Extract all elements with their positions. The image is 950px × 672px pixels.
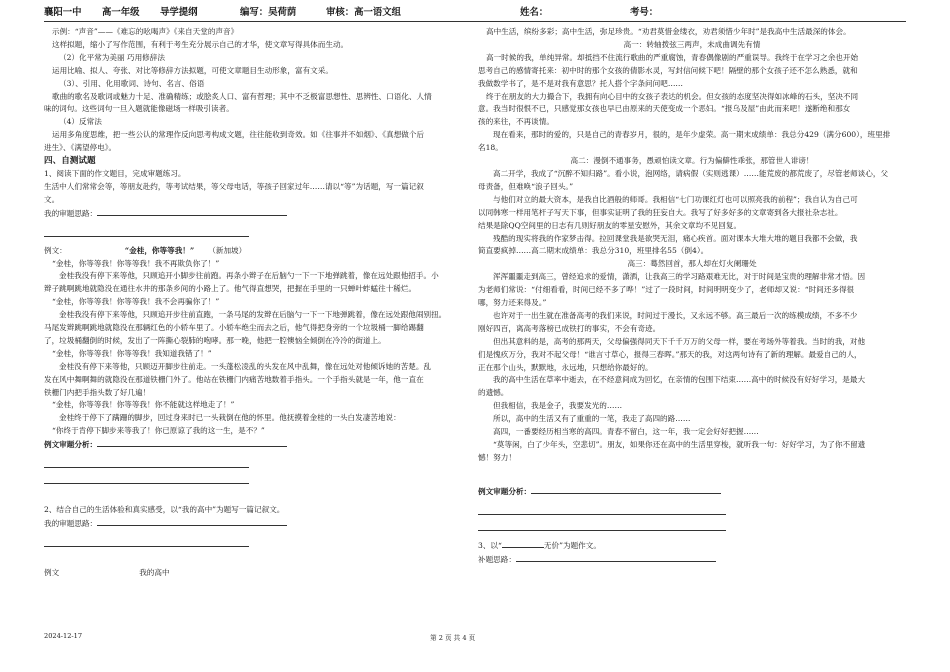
left-column: [44, 26, 462, 580]
text-line: 的遗憾。: [478, 388, 509, 398]
text-line: “你终于肯停下脚步来等我了！你已原谅了我的这一生，是不？”: [52, 426, 265, 436]
text-line: 现在看来，那时的爱的，只是自己的青春岁月，很的，是年少虚荣。高一期末成绩单：我总分429（满分600），班里排: [493, 130, 891, 140]
answer-blank[interactable]: [97, 207, 287, 216]
text-line: 正在那个山头，默默地，永远地，只想给你最好的。: [478, 362, 653, 372]
header-rule: [44, 21, 906, 22]
reviewer-label: 审核：高一语文组: [326, 7, 402, 18]
example2-header: [44, 567, 462, 580]
text-line: （4）反常法: [59, 117, 102, 127]
answer-rule[interactable]: [44, 452, 249, 468]
text-line: 憾！努力！: [478, 452, 516, 462]
text-line: 示例：“声音”——《难忘的吆喝声》《来自天堂的声音》: [52, 27, 239, 36]
analysis-line: [44, 438, 462, 452]
section-heading: 四、自测试题: [44, 156, 96, 167]
question-2: 2、结合自己的生活体验和真实感受，以“我的高中”为题写一篇记叙文。: [44, 505, 285, 515]
name-label: 姓名：: [520, 7, 549, 18]
text-line: 们是愧疚万分，我对不起父母！“谁言寸草心，报得三春晖。”那天的我，对这两句诗有了新的理解。最爱自己的人，: [478, 349, 862, 359]
answer-rule[interactable]: [44, 221, 249, 237]
text-line: 浑浑噩噩走到高三，曾经追求的爱情，潇洒，让我高三的学习路艰难无比，对于时间是宝贵的理解非常才悟。因: [493, 272, 866, 282]
text-line: 高二开学，我成了“沉醉不知归路”。看小说，泡网络，请病假（实则逃课）……能荒废的都荒废了，尽管老师谈心，父: [493, 168, 889, 178]
text-line: 也许对于一出生就在准备高考的我们来说，时间过于漫长，又永远不够。高三最后一次的练模成绩，不多不少: [493, 310, 858, 320]
example-tag: （新加坡）: [208, 245, 247, 255]
text-line: 运用比喻、拟人、夸张、对比等修辞方法拟题，可使文章题目生动形象，富有文采。: [52, 65, 333, 75]
text-line: 为老师们常说：“付细看看，时间已经不多了哗！”过了一段时间，时间明明变少了，老师却又说：“时间还多得很: [478, 285, 855, 295]
text-line: 运用多角度思维，把一些公认的常理作反向思考构成文题，往往能收到奇效。如《往事并不如烟》、《真想做个后: [52, 130, 425, 140]
text-line: “金桂，你等等我！你等等我！你不能就这样地走了！”: [52, 400, 235, 410]
title-blank[interactable]: [502, 539, 544, 548]
text-line: 味的词句。这些词句一旦入题就能像磁场一样吸引读者。: [44, 104, 234, 114]
idea-label: 我的审题思路：: [44, 208, 98, 218]
text-line: 刚好四百，离高考落榜已成铁打的事实，不会有奇迹。: [478, 323, 661, 333]
analysis-line: [478, 485, 906, 499]
question-1-text: 生活中人们常常会等，等朋友赴约，等考试结果，等父母电话，等孩子回家过年……请以“等”为话题，写一篇记叙: [44, 181, 424, 191]
text-line: 终于在朋友的大力撮合下，我拥有向心目中的女孩子表达的机会。但女孩的态度坚决得如冰峰的石头，坚决不同: [486, 91, 859, 101]
answer-rule[interactable]: [478, 499, 726, 515]
text-line: “金桂，你等等我！你等等我！我不会再骗你了！”: [52, 297, 220, 307]
text-line: 哪，努力还来得及。”: [478, 298, 547, 308]
text-line: 歌曲的歌名及歌词或魅力十足、准确精练；或脍炙人口、富有哲理；其中不乏极富思想性、思辨性、口语化、人情: [52, 91, 432, 101]
text-line: 结果是除QQ空间里的日志有几则好朋友的零星安慰外，其余文章均不见回复。: [478, 220, 742, 230]
text-line: 金桂终于停下了蹒跚的脚步，回过身来时已一头栽倒在他的怀里。他抚摸着金桂的一头白发凄苦地说：: [59, 413, 401, 423]
answer-blank[interactable]: [516, 553, 716, 562]
subheading: 高三：蓦然回首，那人却在灯火阑珊处: [627, 259, 757, 269]
text-line: 金桂我没有停下来等他，只顾追开步往前直跑，一条马尾的发辫在后脑勺一下一下地弹跳着，像在远处跟他闹别扭。: [59, 310, 447, 320]
answer-line: [478, 553, 906, 567]
text-line: 这样拟题，缩小了写作范围，有利于考生充分展示自己的才华，使文章写得具体而生动。: [52, 39, 349, 49]
grade-label: 高一年级: [102, 7, 140, 18]
question-3: [478, 539, 906, 553]
answer-line: [44, 207, 462, 221]
text-line: 高一时候的我，单纯异常。却抵挡不住流行歌曲的严重腐蚀，青春偶像剧的严重误导。我终于在学习之余也开始: [486, 52, 859, 62]
question-3-prefix: 3、以“: [478, 540, 502, 550]
text-line: 金桂我没有停下来等他，只顾追开小脚步往前跑。再条小辫子在后脑勺一下一下地弹跳着，像在远处跟他招手。小: [59, 271, 439, 281]
text-line: （3）、引用、化用歌词、诗句、名言、俗语: [59, 78, 205, 88]
question-1-text: 文。: [44, 194, 60, 204]
text-line: 与他们对立的最大资本，是我自比酒般的师哥。我相信“七门功课红灯也可以照亮我的前程”；我自认为自己可: [493, 194, 858, 204]
answer-rule[interactable]: [44, 531, 249, 547]
text-line: “金桂，你等等我！你等等我！我不再欺负你了！”: [52, 258, 220, 268]
answer-line: [44, 517, 462, 531]
right-column: [478, 26, 906, 567]
answer-rule[interactable]: [478, 515, 726, 531]
text-line: 残酷的现实将我的作家梦击得。拉回课堂我是欲哭无泪，痛心疾首。面对课本大堆大堆的题目我都不会做，我: [493, 233, 858, 243]
text-line: 我做数学书了，是不是对我有意思？托人搭个字条问问吧……: [478, 78, 684, 88]
text-line: 所以，高中的生活又有了重重的一笔，我走了高四的路……: [493, 414, 691, 424]
example-header: [44, 245, 462, 258]
footer-page: 第 2 页 共 4 页: [430, 634, 476, 642]
question-1: 1、阅读下面的作文题目，完成审题练习。: [44, 168, 186, 178]
idea-label: 我的审题思路：: [44, 519, 98, 528]
text-line: 高中生活，缤纷多彩；高中生活，弥足珍贵。“劝君莫惜金缕衣，劝君须惜少年时”是我高中生活最深的体会。: [486, 27, 851, 36]
footer-date: 2024-12-17: [44, 632, 83, 640]
text-line: 马尾发辫跳啊跳地就隐没在那辆红色的小轿车里了。小轿车绝尘而去之后，他气得把身旁的一个垃圾桶一脚给踢翻: [44, 323, 424, 333]
example-label: 例文：: [44, 245, 67, 255]
school-name: 襄阳一中: [44, 7, 82, 18]
text-line: 孩的来往，不再谈情。: [478, 117, 554, 127]
text-line: 但出其意料的是，高考的那两天，父母偏强得同天下千千万万的父母一样，要在考场外等着我。当时的我，对他: [493, 336, 866, 346]
text-line: （2）化平常为美丽 巧用修辞法: [59, 52, 165, 62]
answer-blank[interactable]: [97, 517, 287, 526]
text-line: 母责备，但难唤“浪子回头。”: [478, 181, 574, 191]
text-line: “金桂，你等等我！你等等我！我知道我错了！”: [52, 348, 212, 358]
example2-label: 例文: [44, 567, 60, 577]
answer-blank[interactable]: [97, 438, 287, 447]
text-line: 名18。: [478, 143, 503, 153]
text-line: 辫子跳啊跳地就隐没在通往水井的那条乡间的小路上了。他气得直想哭，把握在手里的一只蝉叶蚱蜢往十稀烂。: [44, 284, 417, 294]
number-label: 考号：: [630, 7, 659, 18]
question-3-suffix: 无价”为题作文。: [543, 540, 601, 550]
analysis-label: 例文审题分析：: [478, 486, 532, 496]
text-line: 金桂没有停下来等他，只顾迈开脚步往前走。一头蓬松凌乱的头发在风中乱舞，像在远处对他倾诉她的苦楚。乱: [59, 361, 432, 371]
text-line: 发在风中舞啊舞的就隐没在那道铁栅门外了。他站在铁栅门内痛苦地数着手指头。一个手指头就是一年，他一直在: [44, 374, 424, 384]
subheading: 高二：漫倒不通事务，愚顽怕读文章。行为偏僻性乖张，那管世人诽谤！: [570, 156, 814, 166]
compiler-label: 编写：吴荷荫: [240, 7, 297, 18]
text-line: 以同韩寒一样用笔杆子写天下事，但事实证明了我的狂妄自大。我写了好多好多的文章寄到各大报社杂志社。: [478, 207, 843, 217]
text-line: 进生》、《满望停电》。: [44, 143, 117, 153]
analysis-label: 例文审题分析：: [44, 440, 98, 450]
text-line: “莫等闲，白了少年头，空悲切”。朋友，如果你还在高中的生活里穿梭，就听我一句：好好学习，为了你不留遗: [493, 440, 866, 449]
text-line: 简直要疯掉……高二期末成绩单：我总分310，班里排名55（倒4）。: [478, 246, 709, 256]
text-line: 铁栅门内把手指头数了好几遍！: [44, 387, 151, 397]
subheading: 高一：转轴拨弦三两声，未成曲调先有情: [623, 39, 761, 49]
answer-blank[interactable]: [531, 485, 721, 494]
supplement-label: 补题思路：: [478, 554, 516, 564]
text-line: 思考自己的感情寄托来：初中时的那个女孩的倩影水灵，写封信问候下吧！隔壁的那个女孩子还不怎么熟悉，就和: [478, 65, 858, 75]
text-line: 了，垃圾桶翻倒的时候，发出了一阵撕心裂肺的咆哮。那一晚，他把一腔懊恼全倾倒在冷冷的街道上。: [44, 335, 386, 345]
text-line: 但我相信，我是金子，我要发光的……: [493, 401, 623, 411]
text-line: 高四，一番要经历相当寒的高四。青春不留白，这一年，我一定会好好把握……: [493, 427, 759, 437]
text-line: 我的高中生活在草率中逝去，在不经意间成为回忆，在亲情的包围下结束……高中的时候没有好好学习，是最大: [493, 375, 866, 385]
doc-type: 导学提纲: [160, 7, 198, 18]
example-title: “金桂，你等等我！”: [124, 245, 195, 255]
answer-rule[interactable]: [44, 468, 249, 484]
text-line: 意。我当时很恨不已，只感觉那女孩也早已由原来的天使变成一个恶妇。“报乌及屋”由此而来吧！遂断绝和那女: [478, 104, 851, 114]
example2-title: 我的高中: [139, 567, 170, 577]
